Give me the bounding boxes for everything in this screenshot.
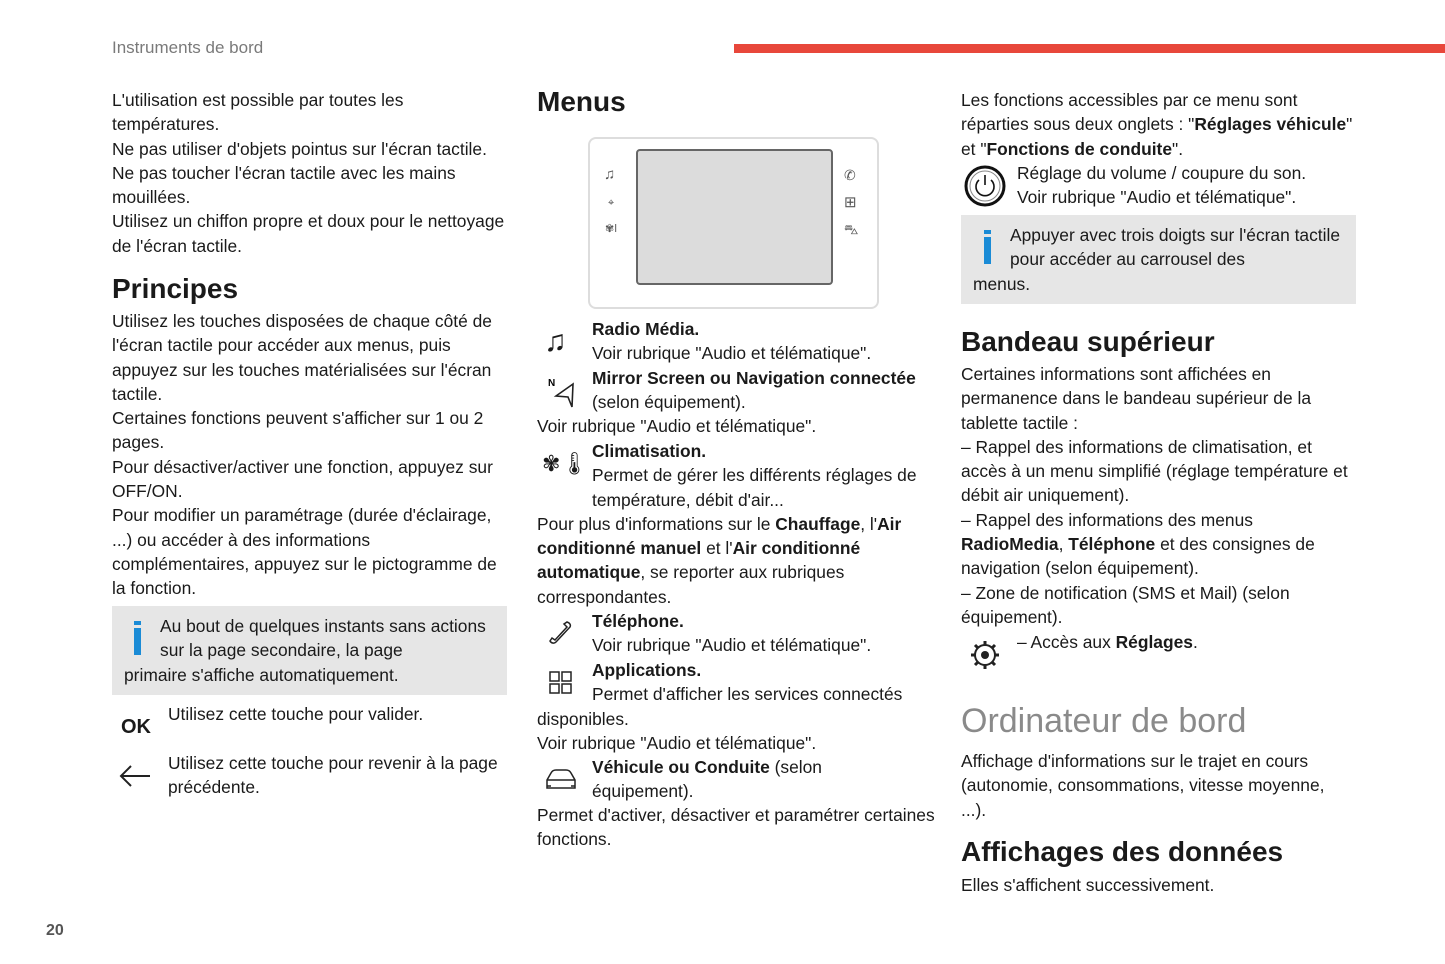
menu-desc-more [537, 512, 935, 609]
menu-vehicle[interactable] [592, 755, 852, 804]
menu-desc: (selon équipement). [592, 757, 822, 802]
t: , [1058, 534, 1069, 555]
t: Réglages [1115, 632, 1193, 652]
phone-icon [547, 619, 575, 647]
reglages-text [1017, 630, 1198, 654]
t: , se reporter aux rubriques correspondantes. [537, 562, 845, 607]
vehicle-icon: ⛍ [844, 221, 859, 237]
menu-apps[interactable] [537, 658, 935, 755]
menu-desc: Voir rubrique "Audio et télématique". [537, 732, 817, 753]
info-text: Au bout de quelques instants sans actions sur la page secondaire, la page [160, 616, 486, 661]
info-text: Appuyer avec trois doigts sur l'écran tactile pour accéder au carrousel des [1010, 225, 1341, 270]
info-text-cont: menus. [973, 273, 1031, 294]
bandeau-heading: Bandeau supérieur [961, 326, 1215, 357]
t: – Accès aux [1017, 632, 1116, 652]
para: Pour modifier un paramétrage (durée d'éclairage, ...) ou accéder à des informations complémentaires, appuyez sur le pictogramme de la fonction. [112, 505, 497, 599]
t: . [1192, 632, 1198, 652]
bandeau-text [961, 362, 1353, 629]
info-text-cont: primaire s'affiche automatiquement. [124, 664, 399, 685]
page-number: 20 [46, 922, 64, 939]
t: – Rappel des informations des menus [961, 509, 1253, 530]
t: " et " [961, 114, 1353, 159]
menu-title: Applications. [592, 660, 702, 680]
menu-desc: Permet d'afficher les services connectés disponibles. [537, 684, 903, 729]
touchscreen-illustration [588, 137, 879, 309]
t: ". [1172, 138, 1184, 159]
ordinateur-heading: Ordinateur de bord [961, 702, 1247, 740]
menu-radio[interactable] [592, 317, 937, 366]
info-icon [984, 237, 991, 264]
t: Réglages véhicule [1194, 114, 1347, 135]
t: RadioMedia [961, 534, 1059, 555]
t: et l' [701, 538, 733, 559]
navigation-icon: ⌖ [608, 197, 615, 209]
para: Utilisez les touches disposées de chaque côté de l'écran tactile pour accéder aux menus, puis appuyez sur les touches matérialisées sur l'écran tactile. [112, 311, 492, 404]
tabs-intro [961, 88, 1356, 161]
principes-heading: Principes [112, 273, 239, 304]
music-icon: ♫ [604, 166, 616, 183]
para [961, 508, 1353, 581]
para: – Rappel des informations de climatisation, et accès à un menu simplifié (réglage température et débit air uniquement). [961, 436, 1348, 506]
menu-climate[interactable] [537, 439, 935, 609]
menu-title: Véhicule ou Conduite [592, 757, 770, 777]
phone-icon: ✆ [844, 167, 856, 183]
para: Ne pas utiliser d'objets pointus sur l'écran tactile. [112, 138, 487, 159]
t: Les fonctions accessibles par ce menu sont réparties sous deux onglets : " [961, 90, 1298, 135]
affichages-heading: Affichages des données [961, 836, 1284, 867]
info-box [112, 606, 507, 695]
menu-desc: Permet d'activer, désactiver et paramétrer certaines fonctions. [537, 805, 935, 850]
para: – Zone de notification (SMS et Mail) (selon équipement). [961, 582, 1290, 627]
menu-desc-text: Permet de gérer les différents réglages de température, débit d'air... [592, 465, 917, 510]
para: Pour désactiver/activer une fonction, appuyez sur OFF/ON. [112, 456, 493, 502]
menu-title: Téléphone. [592, 611, 684, 631]
back-arrow-icon [118, 763, 152, 789]
ordinateur-text: Affichage d'informations sur le trajet en cours (autonomie, consommations, vitesse moyenne, ...). [961, 751, 1325, 820]
para: Ne pas toucher l'écran tactile avec les mains mouillées. [112, 162, 456, 208]
power-icon [964, 165, 1006, 207]
menu-phone[interactable] [592, 609, 937, 658]
menu-desc: Voir rubrique "Audio et télématique". [592, 343, 872, 364]
apps-icon: ⊞ [844, 194, 857, 211]
para: Certaines informations sont affichées en permanence dans le bandeau supérieur de la tablette tactile : [961, 364, 1311, 433]
vehicle-icon [545, 768, 577, 792]
menus-heading: Menus [537, 86, 626, 117]
header-accent-bar [734, 44, 1445, 53]
t: Téléphone [1068, 534, 1156, 555]
section-header: Instruments de bord [112, 38, 264, 57]
t: Réglage du volume / coupure du son. [1017, 163, 1307, 183]
menu-desc [537, 463, 935, 512]
climate-icon: ✾🌡 [542, 451, 589, 476]
menu-desc: Voir rubrique "Audio et télématique". [592, 635, 872, 656]
menu-title: Mirror Screen ou Navigation connectée [592, 368, 916, 388]
affichages-text: Elles s'affichent successivement. [961, 875, 1215, 895]
t: Air conditionné automatique [537, 538, 861, 583]
menu-desc: (selon équipement). [592, 392, 746, 413]
t: Chauffage [775, 513, 861, 534]
t: Air conditionné manuel [537, 513, 902, 559]
ok-key-icon: OK [121, 716, 151, 738]
para: Certaines fonctions peuvent s'afficher sur 1 ou 2 pages. [112, 408, 484, 453]
svg-text:N: N [548, 378, 556, 389]
t: Voir rubrique "Audio et télématique". [1017, 187, 1297, 208]
t: et des consignes de navigation (selon équipement). [961, 534, 1315, 579]
info-box [961, 215, 1356, 304]
screen-display [636, 149, 833, 285]
info-icon [134, 628, 141, 655]
menu-desc: Voir rubrique "Audio et télématique". [537, 416, 817, 436]
gear-icon [970, 640, 1000, 670]
navigation-icon [548, 376, 576, 408]
t: Pour plus d'informations sur le [537, 513, 776, 534]
menu-title: Radio Média. [592, 319, 700, 339]
power-text [1017, 161, 1357, 210]
menu-title: Climatisation. [592, 441, 707, 461]
para: L'utilisation est possible par toutes les températures. [112, 90, 404, 135]
ok-text: Utilisez cette touche pour valider. [168, 704, 424, 724]
t: Fonctions de conduite [986, 138, 1173, 159]
climate-icon: ✾ǀ [605, 223, 618, 235]
para: Utilisez un chiffon propre et doux pour le nettoyage de l'écran tactile. [112, 211, 505, 256]
menu-mirror[interactable] [592, 366, 937, 415]
principes-text [112, 309, 504, 601]
back-text: Utilisez cette touche pour revenir à la page précédente. [168, 753, 498, 798]
music-icon: ♫ [544, 325, 567, 358]
t: , l' [860, 513, 878, 534]
intro-text [112, 88, 512, 258]
